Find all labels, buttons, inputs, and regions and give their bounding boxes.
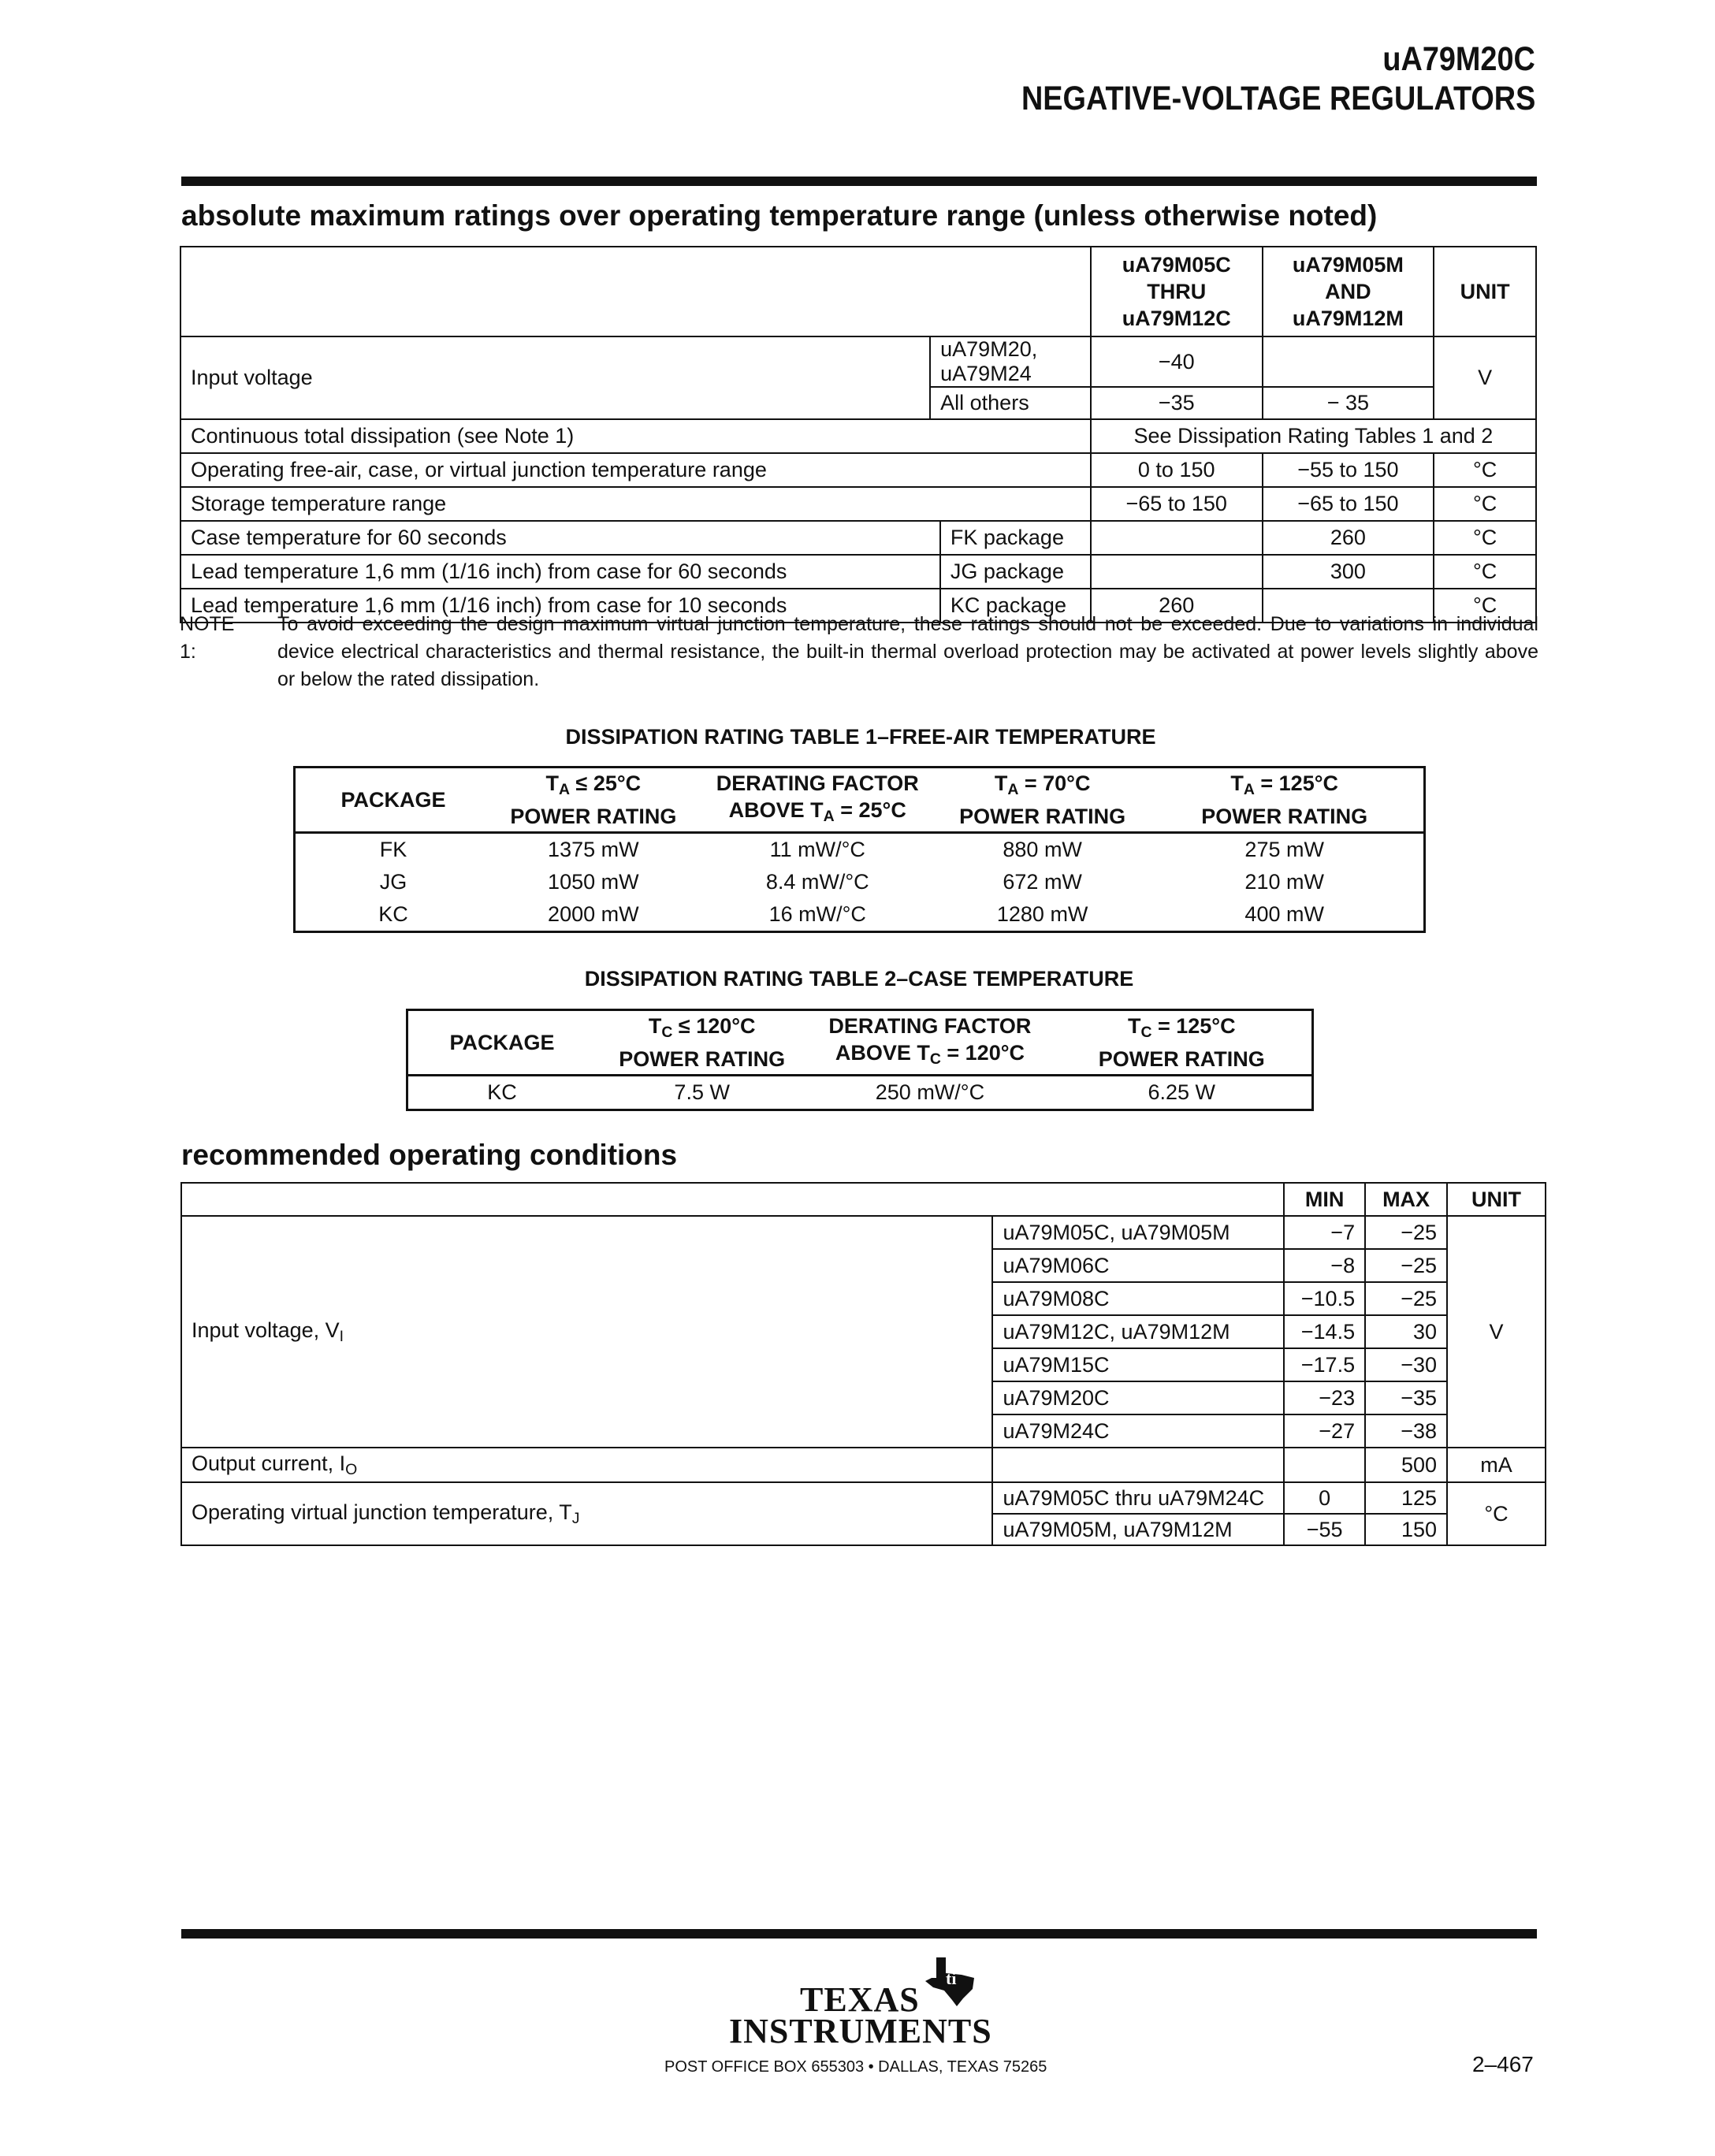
texas-state-icon	[922, 1954, 977, 2009]
vi-min: −27	[1284, 1414, 1365, 1448]
logo-text-instruments: INSTRUMENTS	[729, 2012, 992, 2050]
vi-device: uA79M05C, uA79M05M	[992, 1216, 1284, 1249]
footer-address: POST OFFICE BOX 655303 • DALLAS, TEXAS 75265	[664, 2058, 1047, 2076]
lead10-unit: °C	[1434, 589, 1536, 623]
col-header-unit: UNIT	[1434, 247, 1536, 336]
input-voltage-c-2: −35	[1091, 387, 1263, 419]
note-label: NOTE 1:	[180, 613, 235, 663]
op-temp-c: 0 to 150	[1091, 453, 1263, 487]
table-row: JG 1050 mW 8.4 mW/°C 672 mW 210 mW	[379, 869, 1324, 894]
output-current-device	[992, 1448, 1284, 1482]
ti-logo	[729, 1954, 1013, 2049]
op-temp-unit: °C	[1434, 453, 1536, 487]
table-row: FK 1375 mW 11 mW/°C 880 mW 275 mW	[379, 837, 1324, 861]
lead10-package: KC package	[939, 589, 1090, 622]
vi-min: −7	[1284, 1216, 1365, 1249]
vi-max: −25	[1365, 1249, 1447, 1282]
table1-title: DISSIPATION RATING TABLE 1–FREE-AIR TEMPERATURE	[565, 725, 1156, 749]
vi-unit: V	[1447, 1216, 1546, 1448]
tj-device: uA79M05M, uA79M12M	[992, 1514, 1284, 1545]
vi-min: −10.5	[1284, 1282, 1365, 1315]
vi-device: uA79M24C	[992, 1414, 1284, 1448]
output-current-min	[1284, 1448, 1365, 1482]
input-voltage-vi-label: Input voltage, $V_I$	[181, 1216, 992, 1448]
recommended-heading: recommended operating conditions	[181, 1139, 678, 1171]
output-current-unit: mA	[1447, 1448, 1546, 1482]
tj-min: −55	[1284, 1514, 1365, 1545]
tj-max: 150	[1365, 1514, 1447, 1545]
op-temp-label: Operating free-air, case, or virtual junction temperature range	[180, 453, 1091, 487]
tj-max: 125	[1365, 1482, 1447, 1514]
lead60-label: Lead temperature 1,6 mm (1/16 inch) from case for 60 seconds	[191, 559, 787, 583]
vi-device: uA79M15C	[992, 1348, 1284, 1381]
vi-max: −25	[1365, 1216, 1447, 1249]
top-rule	[181, 177, 1537, 186]
t1-header-ta70: $T_A = 70^\circ C$ POWER RATING	[939, 768, 1145, 833]
storage-m: −65 to 150	[1263, 487, 1434, 521]
abs-max-blank-header	[180, 247, 1091, 336]
vi-min: −17.5	[1284, 1348, 1365, 1381]
case-temp-m: 260	[1263, 521, 1434, 555]
dissipation-table-2	[406, 1009, 1314, 1111]
tj-min: 0	[1284, 1482, 1365, 1514]
input-voltage-cond-1: uA79M20, uA79M24	[930, 336, 1091, 387]
recommended-table	[180, 1182, 1546, 1546]
dissipation-label: Continuous total dissipation (see Note 1)	[180, 419, 1091, 453]
lead60-package: JG package	[939, 556, 1090, 588]
bottom-rule	[181, 1929, 1537, 1939]
vi-device: uA79M20C	[992, 1381, 1284, 1414]
vi-min: −8	[1284, 1249, 1365, 1282]
rec-blank-header	[181, 1183, 1284, 1216]
input-voltage-m-2: − 35	[1263, 387, 1434, 419]
t1-header-derating: DERATING FACTOR ABOVE $T_A = 25^\circ C$	[696, 768, 939, 833]
input-voltage-unit: V	[1434, 336, 1536, 419]
vi-max: 30	[1365, 1315, 1447, 1348]
t1-header-ta25: $T_A \le 25^\circ C$ POWER RATING	[491, 768, 695, 833]
lead60-m: 300	[1263, 555, 1434, 589]
tj-device: uA79M05C thru uA79M24C	[992, 1482, 1284, 1514]
dissipation-value: See Dissipation Rating Tables 1 and 2	[1091, 419, 1536, 453]
vi-min: −23	[1284, 1381, 1365, 1414]
table2-title: DISSIPATION RATING TABLE 2–CASE TEMPERATURE	[584, 967, 1134, 991]
tj-label: Operating virtual junction temperature, $T_J$	[181, 1482, 992, 1545]
svg-text:ti: ti	[946, 1968, 957, 1988]
rec-header-min: MIN	[1284, 1183, 1365, 1216]
storage-label: Storage temperature range	[180, 487, 1091, 521]
storage-c: −65 to 150	[1091, 487, 1263, 521]
vi-max: −38	[1365, 1414, 1447, 1448]
vi-device: uA79M06C	[992, 1249, 1284, 1282]
col-header-c: uA79M05C THRU uA79M12C	[1091, 247, 1263, 336]
vi-min: −14.5	[1284, 1315, 1365, 1348]
t2-header-derating: DERATING FACTOR ABOVE $T_C = 120^\circ C$	[808, 1010, 1051, 1076]
lead10-label: Lead temperature 1,6 mm (1/16 inch) from case for 10 seconds	[191, 593, 787, 617]
output-current-max: 500	[1365, 1448, 1447, 1482]
page-number: 2–467	[1472, 2052, 1534, 2076]
t1-header-package: PACKAGE	[295, 768, 492, 833]
input-voltage-cond-2: All others	[930, 387, 1091, 419]
storage-unit: °C	[1434, 487, 1536, 521]
vi-device: uA79M12C, uA79M12M	[992, 1315, 1284, 1348]
op-temp-m: −55 to 150	[1263, 453, 1434, 487]
logo-text-texas: TEXAS	[800, 1980, 920, 2019]
case-temp-c	[1091, 521, 1263, 555]
t2-header-tc120: $T_C \le 120^\circ C$ POWER RATING	[596, 1010, 808, 1076]
table-row: KC 2000 mW 16 mW/°C 1280 mW 400 mW	[378, 901, 1324, 926]
lead60-row	[180, 555, 1091, 589]
col-header-m: uA79M05M AND uA79M12M	[1263, 247, 1434, 336]
rec-header-max: MAX	[1365, 1183, 1447, 1216]
part-number: uA79M20C	[1382, 40, 1535, 78]
vi-device: uA79M08C	[992, 1282, 1284, 1315]
input-voltage-c-1: −40	[1091, 336, 1263, 387]
input-voltage-m-1	[1263, 336, 1434, 387]
lead60-c	[1091, 555, 1263, 589]
lead60-unit: °C	[1434, 555, 1536, 589]
case-temp-unit: °C	[1434, 521, 1536, 555]
t2-header-tc125: $T_C = 125^\circ C$ POWER RATING	[1052, 1010, 1313, 1076]
document-title: NEGATIVE-VOLTAGE REGULATORS	[1021, 80, 1535, 117]
case-temp-package: FK package	[939, 522, 1090, 554]
case-temp-label: Case temperature for 60 seconds	[191, 526, 507, 549]
vi-max: −30	[1365, 1348, 1447, 1381]
vi-max: −25	[1365, 1282, 1447, 1315]
t1-header-ta125: $T_A = 125^\circ C$ POWER RATING	[1145, 768, 1424, 833]
output-current-label: Output current, $I_O$	[181, 1448, 992, 1482]
table-row: KC 7.5 W 250 mW/°C 6.25 W	[487, 1080, 1216, 1104]
input-voltage-label: Input voltage	[180, 336, 930, 419]
case-temp-row	[180, 521, 1091, 555]
abs-max-table	[180, 246, 1537, 623]
lead10-c: 260	[1091, 589, 1263, 623]
vi-max: −35	[1365, 1381, 1447, 1414]
dissipation-table-1	[293, 766, 1426, 933]
tj-unit: °C	[1447, 1482, 1546, 1545]
note-text: To avoid exceeding the design maximum virtual junction temperature, these ratings should not be exceeded. Due to variations in individual device electrical characteristics and thermal resistance, the built-in thermal overload protection may be activated at power levels slightly above or below the rated dissipation.	[277, 613, 1538, 690]
t2-header-package: PACKAGE	[407, 1010, 597, 1076]
abs-max-heading: absolute maximum ratings over operating temperature range (unless otherwise noted)	[181, 199, 1378, 232]
rec-header-unit: UNIT	[1447, 1183, 1546, 1216]
